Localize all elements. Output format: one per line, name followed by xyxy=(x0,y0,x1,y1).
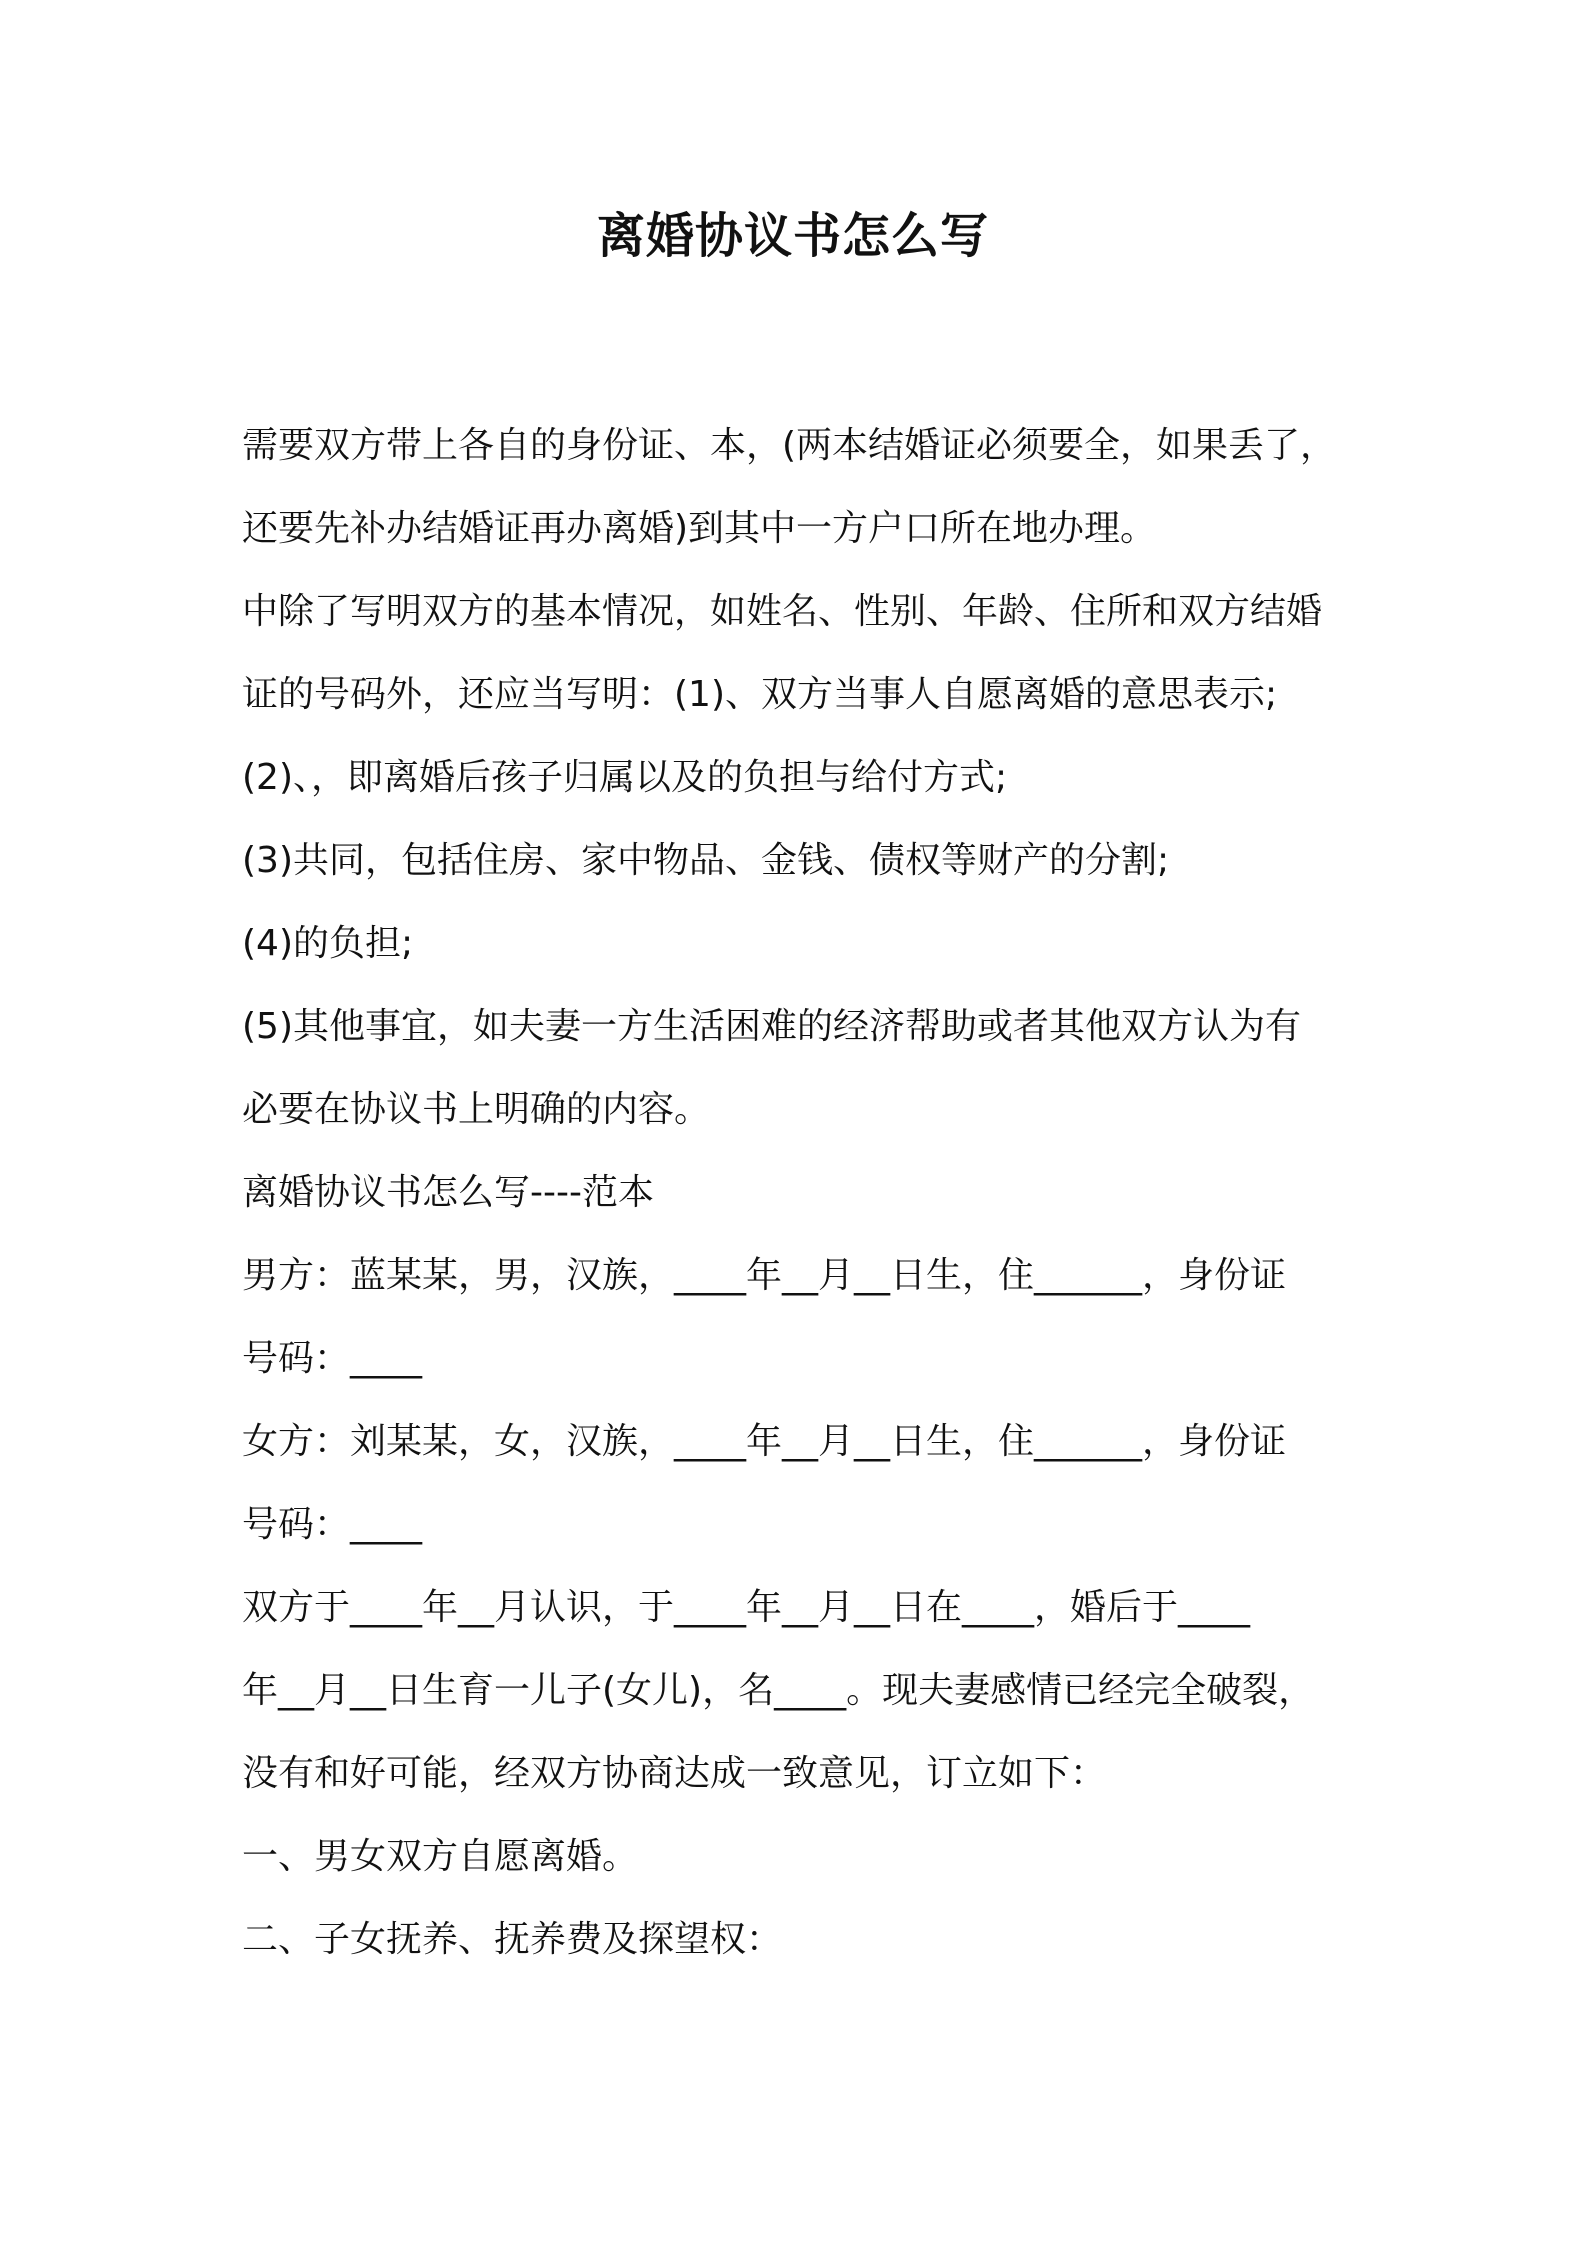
paragraph-line: 女方：刘某某，女，汉族，____年__月__日生，住______，身份证 xyxy=(242,1421,1287,1462)
paragraph-line: 年__月__日生育一儿子(女儿)，名____。现夫妻感情已经完全破裂， xyxy=(242,1670,1315,1711)
paragraph-line: (3)共同，包括住房、家中物品、金钱、债权等财产的分割; xyxy=(242,840,1170,881)
paragraph-line: 号码：____ xyxy=(242,1338,423,1379)
paragraph-line: 中除了写明双方的基本情况，如姓名、性别、年龄、住所和双方结婚 xyxy=(242,591,1323,632)
paragraph-line: 男方：蓝某某，男，汉族，____年__月__日生，住______，身份证 xyxy=(242,1255,1287,1296)
paragraph-line: 没有和好可能，经双方协商达成一致意见，订立如下： xyxy=(242,1753,1107,1794)
paragraph-line: 必要在协议书上明确的内容。 xyxy=(242,1089,711,1130)
clause-line: 二、子女抚养、抚养费及探望权： xyxy=(242,1919,783,1960)
document-title: 离婚协议书怎么写 xyxy=(596,208,989,264)
paragraph-line: 证的号码外，还应当写明：(1)、双方当事人自愿离婚的意思表示; xyxy=(242,674,1278,715)
paragraph-line: 需要双方带上各自的身份证、本，(两本结婚证必须要全，如果丢了， xyxy=(242,425,1337,466)
paragraph-line: 号码：____ xyxy=(242,1504,423,1545)
paragraph-line: (4)的负担; xyxy=(242,923,414,964)
paragraph-line: (2)、，即离婚后孩子归属以及的负担与给付方式; xyxy=(242,757,1008,798)
paragraph-line: (5)其他事宜，如夫妻一方生活困难的经济帮助或者其他双方认为有 xyxy=(242,1006,1301,1047)
document-body xyxy=(242,404,1362,1981)
section-heading: 离婚协议书怎么写----范本 xyxy=(242,1172,654,1213)
paragraph-line: 双方于____年__月认识，于____年__月__日在____，婚后于____ xyxy=(242,1587,1251,1628)
paragraph-line: 还要先补办结婚证再办离婚)到其中一方户口所在地办理。 xyxy=(242,508,1157,549)
clause-line: 一、男女双方自愿离婚。 xyxy=(242,1836,639,1877)
